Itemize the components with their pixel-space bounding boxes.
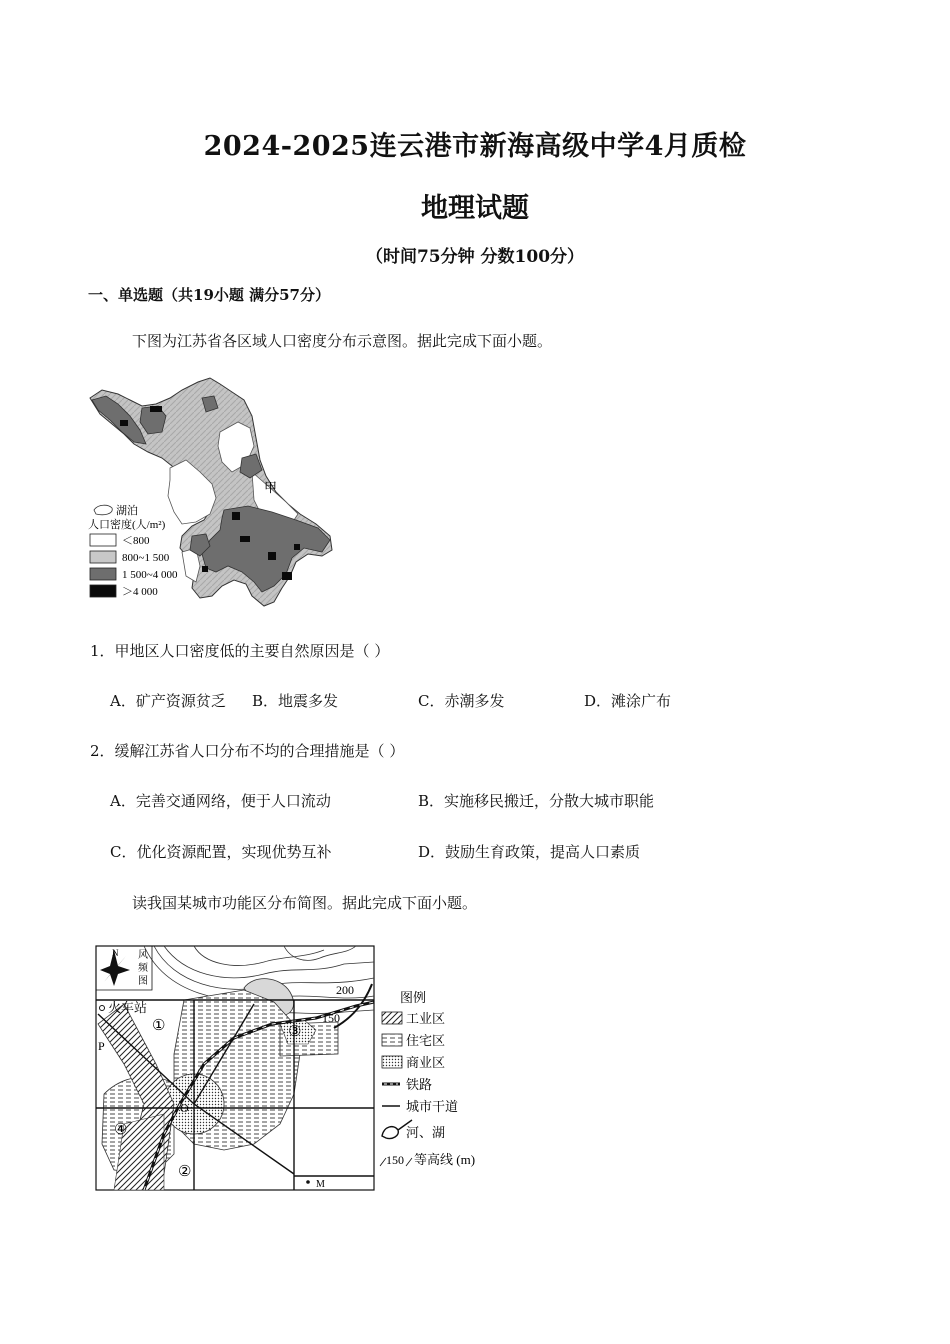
passage-1-intro: 下图为江苏省各区域人口密度分布示意图。据此完成下面小题。 <box>132 332 553 350</box>
north-label: N <box>112 948 119 958</box>
point-label-p: P <box>98 1039 105 1053</box>
population-density-map <box>86 376 338 608</box>
legend-commercial-swatch <box>382 1056 402 1068</box>
legend-label-4: ＞4 000 <box>122 586 158 598</box>
high-density-core-3 <box>232 512 240 520</box>
high-density-core-4 <box>240 536 250 542</box>
question-stem: 甲地区人口密度低的主要自然原因是（ ） <box>114 642 390 660</box>
legend-swatch-3 <box>90 568 116 580</box>
legend-industrial-swatch <box>382 1012 402 1024</box>
point-label-m: M <box>316 1179 325 1190</box>
legend-label-1: ＜800 <box>122 535 150 547</box>
legend-railway-label: 铁路 <box>406 1077 433 1092</box>
high-density-core-2 <box>150 406 162 412</box>
wind-rose-label-1: 风 <box>138 950 148 961</box>
high-density-core-8 <box>294 544 300 550</box>
document-title: 2024-2025连云港市新海高级中学4月质检 <box>203 131 747 162</box>
zone-label-1: ① <box>152 1018 166 1034</box>
zone-label-4: ④ <box>114 1122 128 1138</box>
passage-2-intro: 读我国某城市功能区分布简图。据此完成下面小题。 <box>132 894 478 912</box>
legend-commercial-label: 商业区 <box>406 1055 446 1070</box>
legend-contour-label: 等高线 (m) <box>414 1152 476 1167</box>
point-label-o: O <box>180 1101 189 1115</box>
legend-contour-value: 150 <box>386 1153 404 1167</box>
legend-industrial-label: 工业区 <box>406 1011 446 1026</box>
option-1d[interactable]: D．滩涂广布 <box>584 692 672 710</box>
question-number: 1． <box>90 642 115 660</box>
legend-contour-icon-2 <box>406 1158 412 1166</box>
legend-swatch-1 <box>90 534 116 546</box>
lake-legend-icon <box>94 505 112 515</box>
high-density-core-6 <box>282 572 292 580</box>
subject-title: 地理试题 <box>421 193 529 224</box>
station-label: 火车站 <box>108 1000 148 1015</box>
legend-residential-swatch <box>382 1034 402 1046</box>
option-2a[interactable]: A．完善交通网络，便于人口流动 <box>110 792 331 810</box>
section-heading: 一、单选题（共19小题 满分57分） <box>88 286 330 304</box>
question-stem: 缓解江苏省人口分布不均的合理措施是（ ） <box>114 742 405 760</box>
legend-road-label: 城市干道 <box>406 1099 459 1114</box>
option-1c[interactable]: C．赤潮多发 <box>418 692 505 710</box>
question-number: 2． <box>90 742 115 760</box>
map2-legend-title: 图例 <box>400 990 427 1005</box>
zone-label-2: ② <box>178 1164 192 1180</box>
contour-label-150: 150 <box>322 1011 340 1025</box>
option-2b[interactable]: B．实施移民搬迁，分散大城市职能 <box>418 792 655 810</box>
option-1a[interactable]: A．矿产资源贫乏 <box>110 692 226 710</box>
option-2c[interactable]: C．优化资源配置，实现优势互补 <box>110 843 332 861</box>
legend-swatch-4 <box>90 585 116 597</box>
lake-legend-label: 湖泊 <box>116 505 138 517</box>
place-label-jia: 甲 <box>264 480 278 495</box>
high-density-core-7 <box>202 566 208 572</box>
legend-title: 人口密度(人/m²) <box>88 519 166 531</box>
high-density-core-5 <box>268 552 276 560</box>
high-density-core-1 <box>120 420 128 426</box>
wind-rose-label-2: 频 <box>138 963 148 974</box>
wind-rose-label-3: 图 <box>138 976 148 987</box>
legend-label-3: 1 500~4 000 <box>122 569 178 581</box>
legend-residential-label: 住宅区 <box>406 1033 446 1048</box>
legend-swatch-2 <box>90 551 116 563</box>
question-1 <box>90 640 389 661</box>
legend-swatches <box>90 534 116 597</box>
legend-label-2: 800~1 500 <box>122 552 170 564</box>
contour-label-200: 200 <box>336 983 354 997</box>
point-m-marker <box>306 1180 310 1184</box>
station-point <box>100 1006 105 1011</box>
option-1b[interactable]: B．地震多发 <box>252 692 339 710</box>
question-2 <box>90 740 404 761</box>
exam-info: （时间75分钟 分数100分） <box>365 247 585 267</box>
zone-label-3: ③ <box>288 1024 302 1040</box>
option-2d[interactable]: D．鼓励生育政策，提高人口素质 <box>418 843 641 861</box>
city-function-map <box>94 944 494 1194</box>
legend-river-label: 河、湖 <box>406 1125 446 1140</box>
